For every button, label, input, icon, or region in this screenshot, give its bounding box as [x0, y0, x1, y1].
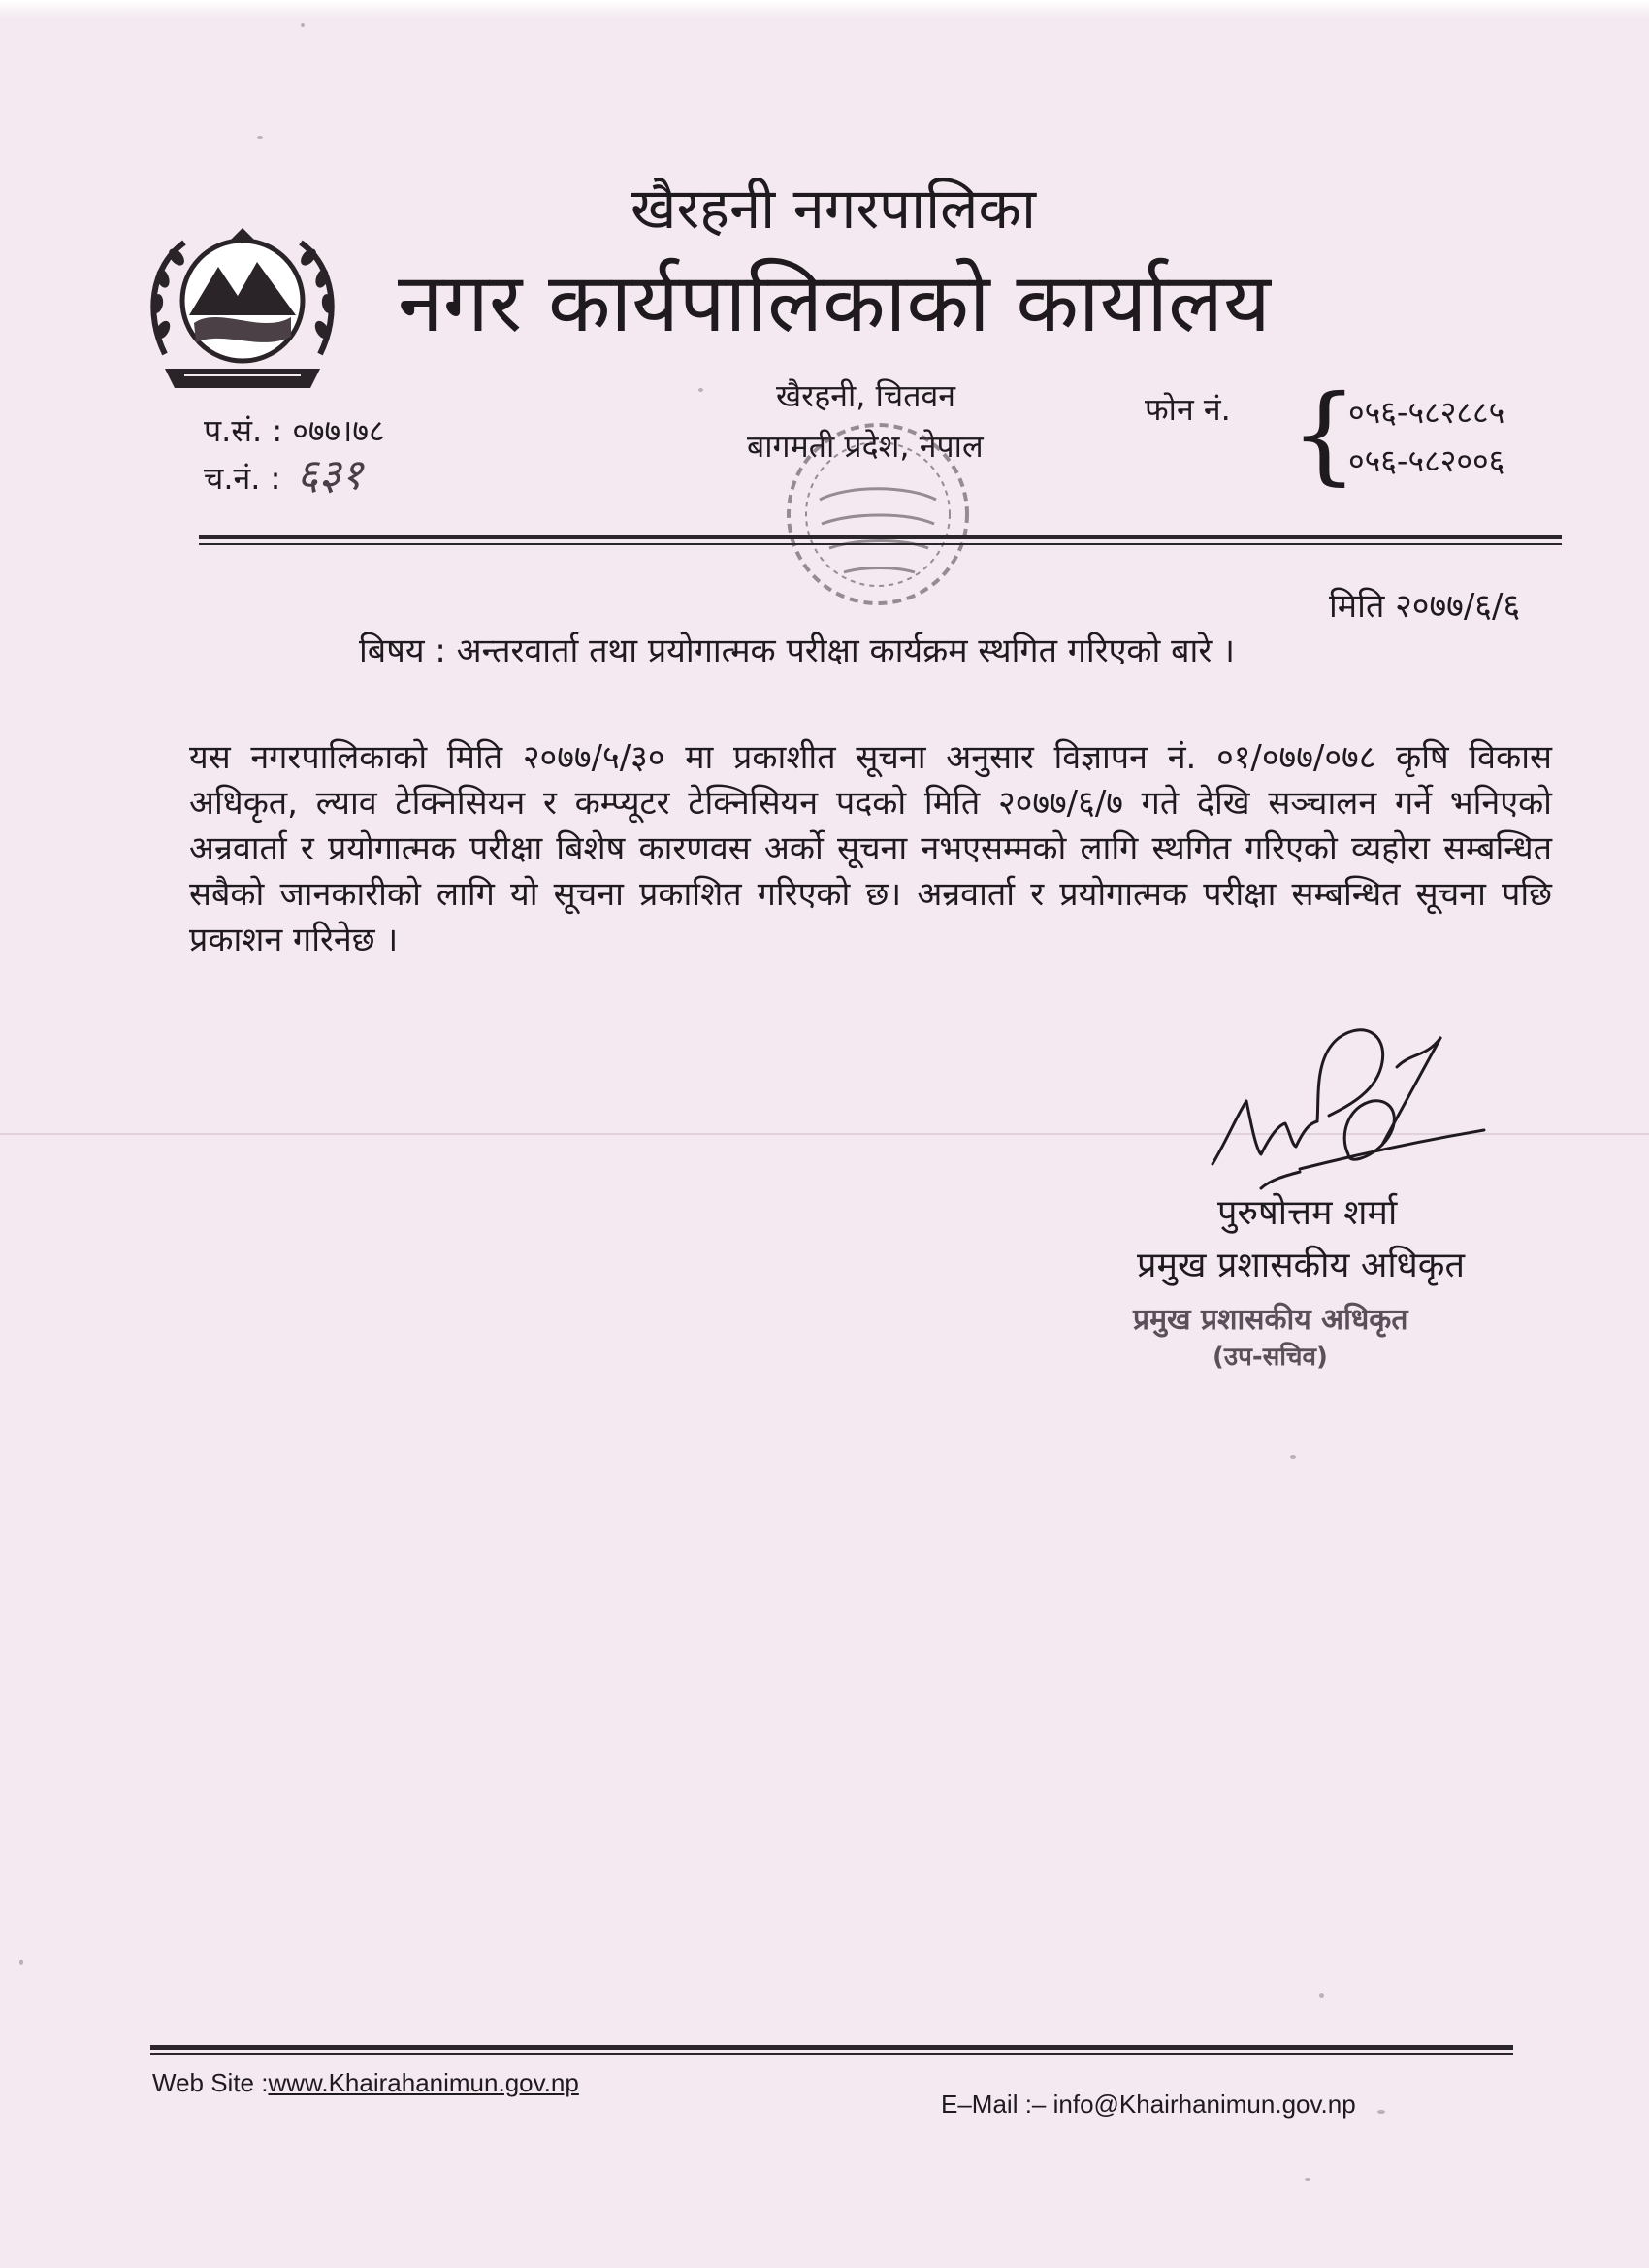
- office-name: नगर कार्यपालिकाको कार्यालय: [398, 255, 1271, 350]
- website-label: Web Site :: [152, 2068, 269, 2097]
- address-line-1: खैरहनी, चितवन: [776, 377, 956, 414]
- designation-stamp-line-1: प्रमुख प्रशासकीय अधिकृत: [1133, 1303, 1408, 1337]
- phone-brace: {: [1290, 372, 1358, 496]
- scan-speck: [1305, 2178, 1310, 2181]
- reference-number: प.सं. : ०७७।७८: [204, 412, 385, 449]
- phone-number-1: ०५६-५८२८८५: [1348, 394, 1505, 431]
- letter-date: मिति २०७७/६/६: [1329, 587, 1521, 626]
- scan-speck: [1319, 1993, 1324, 1998]
- address-line-2: बागमती प्रदेश, नेपाल: [747, 428, 984, 465]
- footer-rule: [150, 2045, 1513, 2050]
- website-link[interactable]: www.Khairahanimun.gov.np: [268, 2068, 579, 2097]
- scan-speck: [257, 136, 263, 139]
- signatory-title: प्रमुख प्रशासकीय अधिकृत: [1137, 1246, 1465, 1285]
- signature-icon: [1203, 1009, 1494, 1213]
- footer-website: [152, 2066, 579, 2099]
- scan-speck: [1290, 1455, 1296, 1459]
- dispatch-number: [204, 450, 364, 500]
- office-seal-icon: [752, 407, 1004, 650]
- dispatch-value: ६३१: [296, 450, 364, 500]
- scan-speck: [301, 23, 305, 27]
- scan-speck: [698, 388, 703, 392]
- municipality-name: खैरहनी नगरपालिका: [630, 176, 1037, 242]
- letter-subject: बिषय : अन्तरवार्ता तथा प्रयोगात्मक परीक्षा कार्यक्रम स्थगित गरिएको बारे ।: [359, 632, 1235, 670]
- scan-speck: [1377, 2110, 1385, 2114]
- phone-number-2: ०५६-५८२००६: [1348, 442, 1505, 479]
- phone-label: फोन नं.: [1145, 391, 1231, 428]
- header-rule: [199, 535, 1562, 539]
- scan-speck: [19, 1960, 23, 1965]
- header-rule-thin: [199, 543, 1562, 545]
- nepal-emblem-icon: [136, 209, 349, 403]
- footer-rule-thin: [150, 2053, 1513, 2055]
- dispatch-label: च.नं. :: [204, 460, 281, 497]
- designation-stamp-line-2: (उप-सचिव): [1212, 1343, 1328, 1372]
- footer-email: E–Mail :– info@Khairhanimun.gov.np: [941, 2090, 1356, 2119]
- signatory-name: पुरुषोत्तम शर्मा: [1217, 1193, 1398, 1233]
- letter-body: यस नगरपालिकाको मिति २०७७/५/३० मा प्रकाशीत सूचना अनुसार विज्ञापन नं. ०१/०७७/०७८ कृषि विकास अधिकृत, ल्याव टेक्निसियन र कम्प्यूटर टेक्निसियन पदको मिति २०७७/६/७ गते देखि सञ्चालन गर्ने भनिएको अन्रवार्ता र प्रयोगात्मक परीक्षा बिशेष कारणवस अर्को सूचना नभएसम्मको लागि स्थगित गरिएको व्यहोरा सम्बन्धित सबैको जानकारीको लागि यो सूचना प्रकाशित गरिएको छ। अन्रवार्ता र प्रयोगात्मक परीक्षा सम्बन्धित सूचना पछि प्रकाशन गरिनेछ ।: [189, 738, 1552, 959]
